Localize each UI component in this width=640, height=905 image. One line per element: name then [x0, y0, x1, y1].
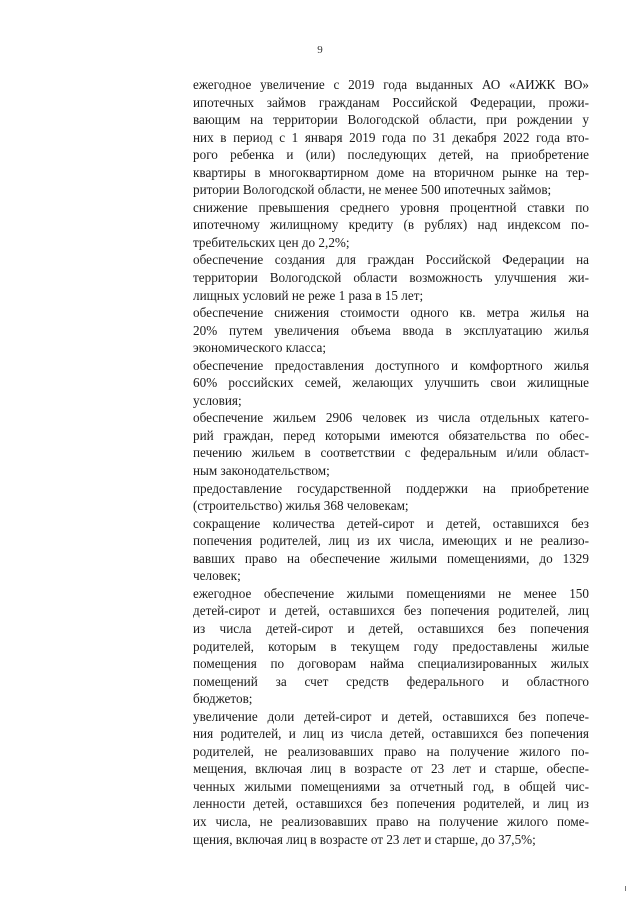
paragraph: [193, 585, 589, 708]
text-line: территории Вологодской области возможность улучшения жи-: [193, 270, 589, 286]
text-line: (строительство) жилья 368 человекам;: [193, 498, 409, 514]
text-line: 60% российских семей, желающих улучшить свои жилищные: [193, 375, 589, 391]
paragraph: [193, 357, 589, 410]
text-line: обеспечение жильем 2906 человек из числа отдельных катего-: [193, 410, 589, 426]
text-line: ритории Вологодской области, не менее 500 ипотечных займов;: [193, 182, 552, 198]
scan-edge-mark: [625, 886, 626, 891]
text-line: ным законодательством;: [193, 463, 330, 479]
text-line: снижение превышения среднего уровня процентной ставки по: [193, 199, 589, 215]
text-line: требительских цен до 2,2%;: [193, 234, 350, 250]
text-line: них в период с 1 января 2019 года по 31 декабря 2022 года вто-: [193, 129, 589, 145]
text-line: их числа, не реализовавших право на получение жилого поме-: [193, 813, 589, 829]
text-line: обеспечение предоставления доступного и комфортного жилья: [193, 357, 589, 373]
text-line: ния родителей, и лиц из числа детей, оставшихся без попечения: [193, 726, 589, 742]
paragraph: [193, 199, 589, 252]
text-line: 20% путем увеличения объема ввода в эксплуатацию жилья: [193, 322, 589, 338]
text-line: увеличение доли детей-сирот и детей, оставшихся без попече-: [193, 708, 589, 724]
text-line: ленности детей, оставшихся без попечения родителей, и лиц из: [193, 796, 589, 812]
text-line: обеспечение снижения стоимости одного кв. метра жилья на: [193, 305, 589, 321]
text-line: экономического класса;: [193, 340, 326, 356]
paragraph: [193, 251, 589, 304]
paragraph: [193, 304, 589, 357]
paragraph: [193, 708, 589, 848]
text-line: сокращение количества детей-сирот и детей, оставшихся без: [193, 515, 589, 531]
page-number: 9: [317, 44, 323, 56]
text-line: ипотечному жилищному кредиту (в рублях) над индексом по-: [193, 217, 589, 233]
paragraph: [193, 76, 589, 199]
text-line: попечения родителей, лиц из их числа, имеющих и не реализо-: [193, 533, 589, 549]
text-line: ченных жилыми помещениями за отчетный год, в общей чис-: [193, 778, 589, 794]
text-line: рий граждан, перед которыми имеются обязательства по обес-: [193, 427, 589, 443]
text-line: предоставление государственной поддержки на приобретение: [193, 480, 589, 496]
text-line: ежегодное увеличение с 2019 года выданных АО «АИЖК ВО»: [193, 77, 589, 92]
text-line: человек;: [193, 568, 241, 584]
text-line: квартиры в многоквартирном доме на вторичном рынке на тер-: [193, 164, 589, 180]
text-line: печению жильем в соответствии с федеральным и/или област-: [193, 445, 589, 461]
text-line: рого ребенка и (или) последующих детей, на приобретение: [193, 147, 589, 163]
text-line: ежегодное обеспечение жилыми помещениями не менее 150: [193, 585, 589, 601]
text-line: обеспечение создания для граждан Российской Федерации на: [193, 252, 589, 268]
text-line: условия;: [193, 392, 242, 408]
text-line: ипотечных займов гражданам Российской Федерации, прожи-: [193, 94, 589, 110]
text-line: родителей, которым в текущем году предоставлены жилые: [193, 638, 589, 654]
text-line: щения, включая лиц в возрасте от 23 лет и старше, до 37,5%;: [193, 831, 536, 847]
document-body: [193, 76, 589, 848]
paragraph: [193, 409, 589, 479]
text-line: помещений за счет средств федерального и областного: [193, 673, 589, 689]
paragraph: [193, 480, 589, 515]
text-line: вавших право на обеспечение жилыми помещениями, до 1329: [193, 550, 589, 566]
text-line: лищных условий не реже 1 раза в 15 лет;: [193, 287, 424, 303]
text-line: родителей, не реализовавших право на получение жилого по-: [193, 743, 589, 759]
text-line: помещения по договорам найма специализированных жилых: [193, 656, 589, 672]
text-line: детей-сирот и детей, оставшихся без попечения родителей, лиц: [193, 603, 589, 619]
text-line: мещения, включая лиц в возрасте от 23 лет и старше, обеспе-: [193, 761, 589, 777]
text-line: из числа детей-сирот и детей, оставшихся без попечения: [193, 620, 589, 636]
text-line: бюджетов;: [193, 691, 253, 707]
text-line: вающим на территории Вологодской области, при рождении у: [193, 112, 589, 128]
paragraph: [193, 515, 589, 585]
